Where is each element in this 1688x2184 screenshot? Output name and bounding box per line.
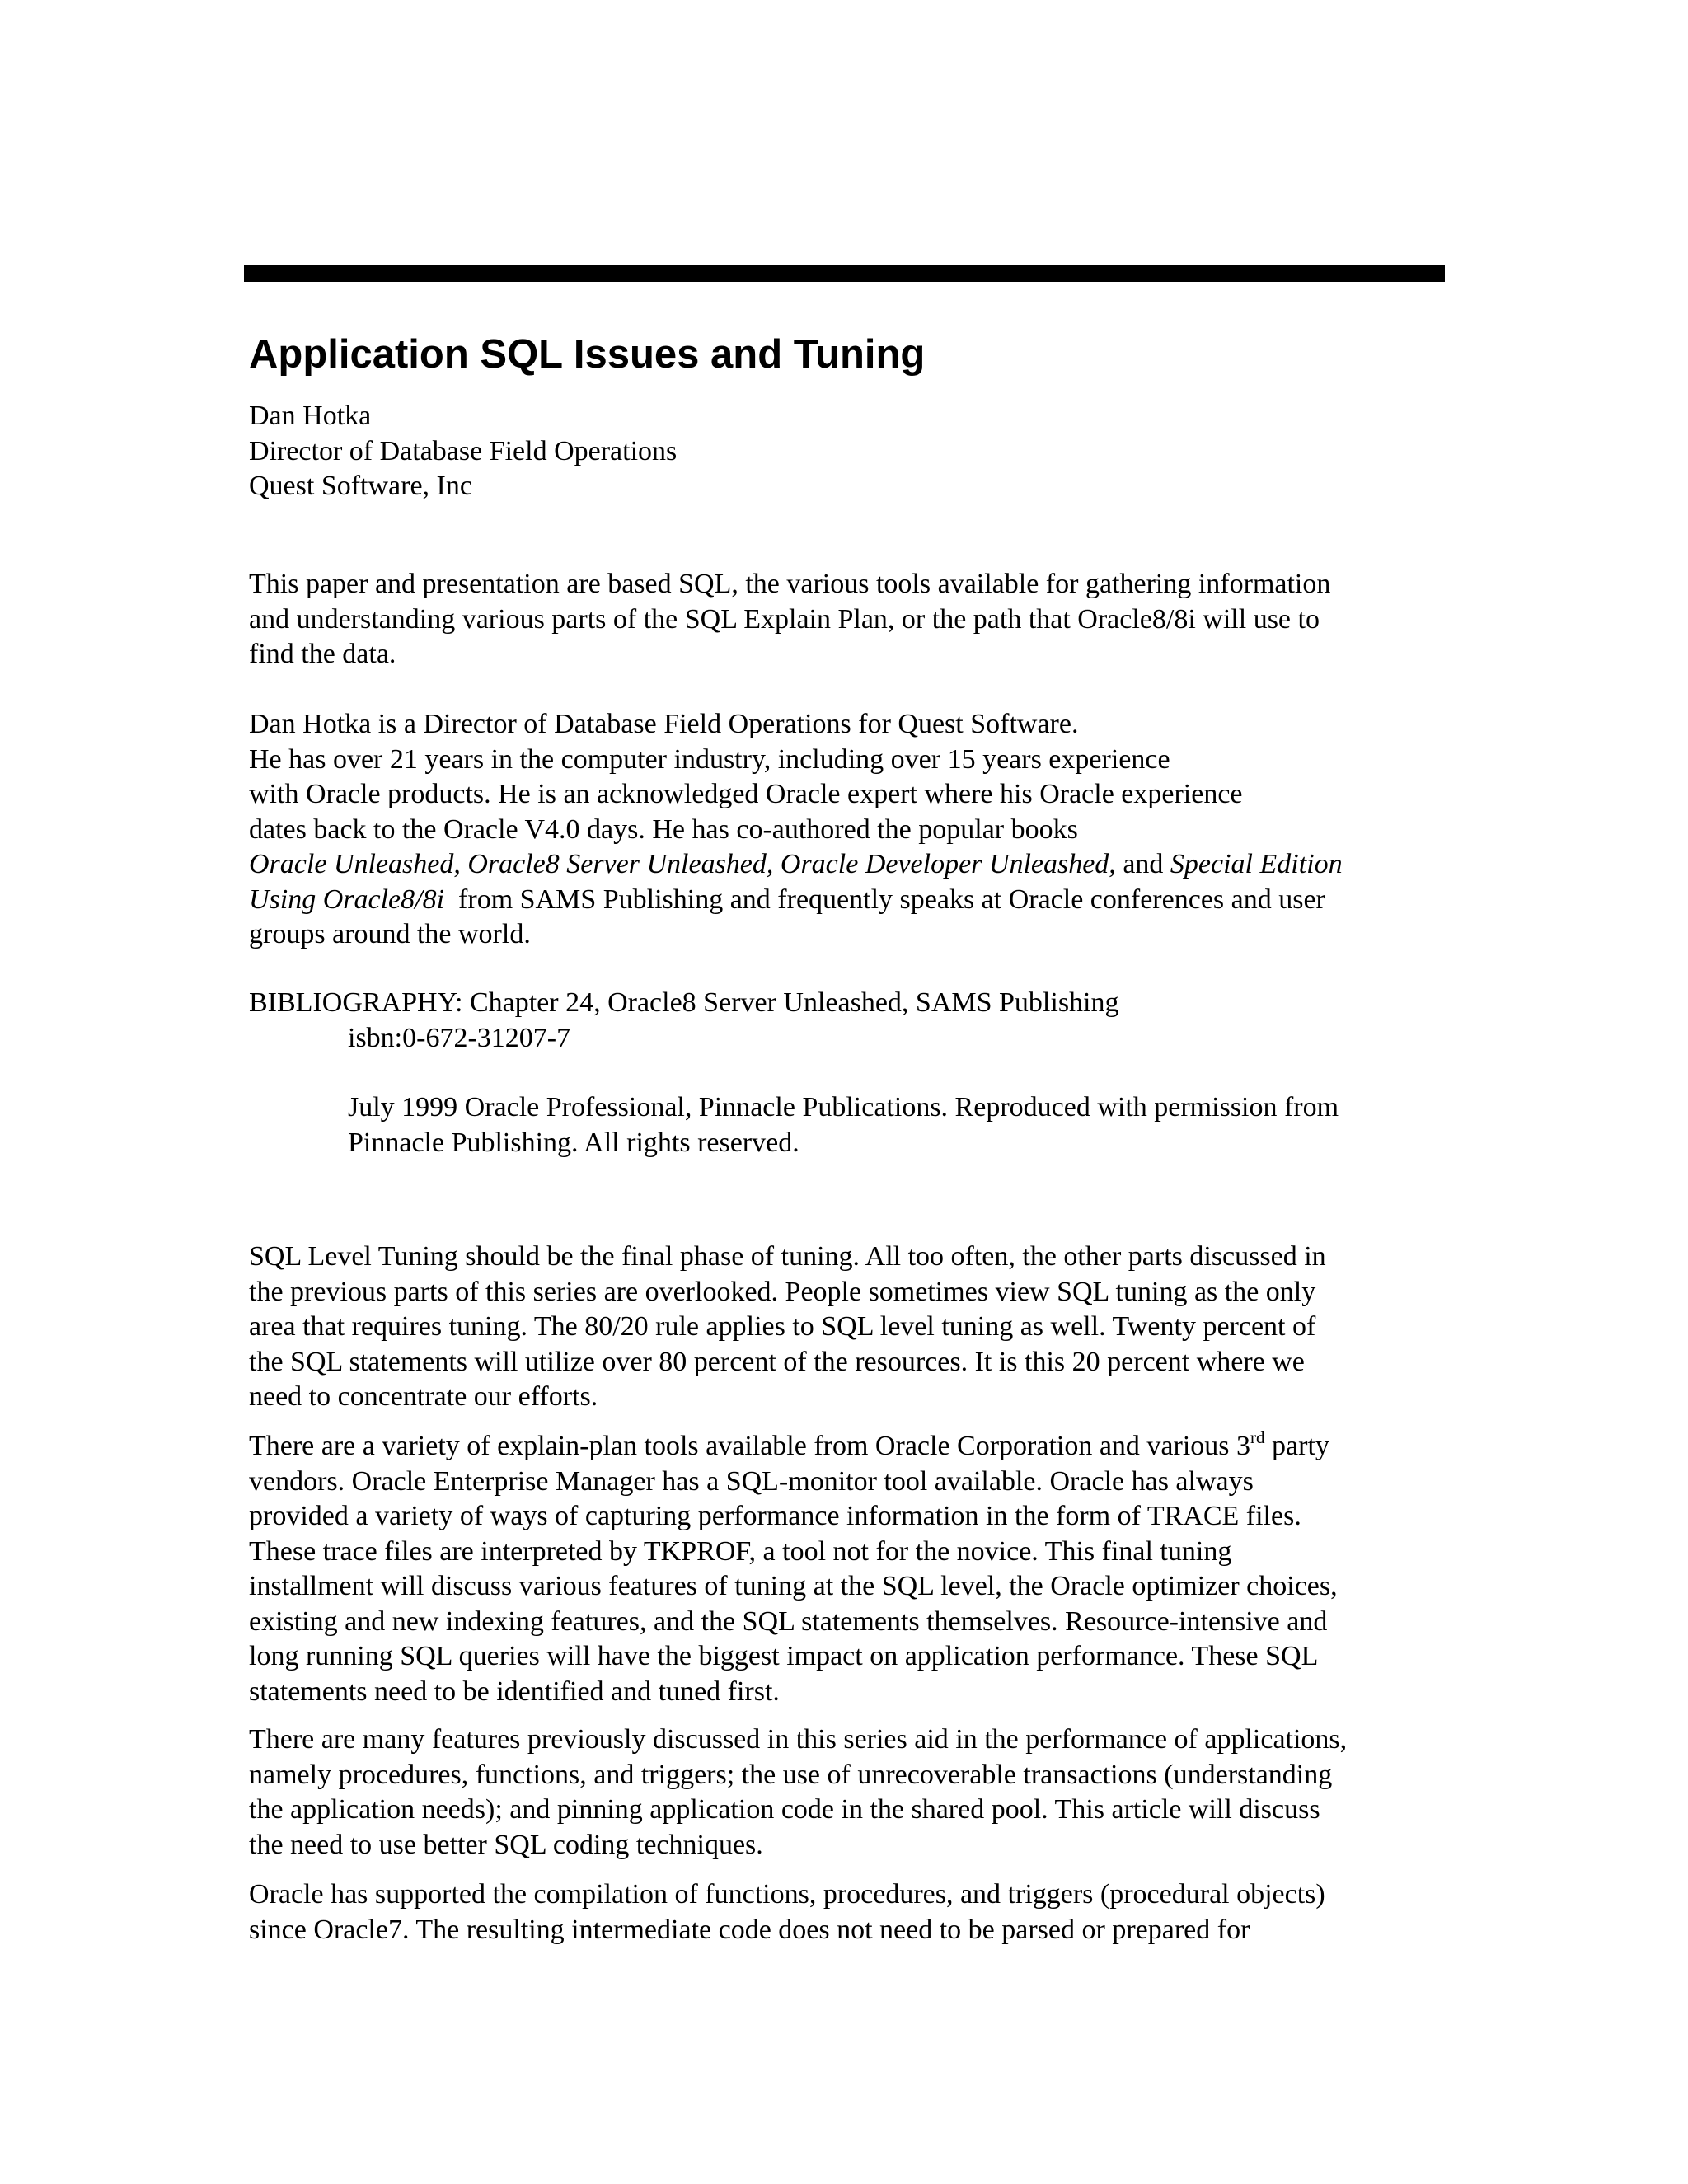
paragraph-text: party — [1264, 1431, 1329, 1461]
paragraph-line: since Oracle7. The resulting intermediate code does not need to be parsed or prepared for — [249, 1914, 1250, 1945]
paragraph-line: the application needs); and pinning application code in the shared pool. This article will discuss — [249, 1794, 1320, 1825]
abstract-line: find the data. — [249, 639, 396, 669]
body-paragraph-2 — [249, 1429, 1338, 1709]
body-paragraph-1 — [249, 1240, 1326, 1415]
bio-and: and — [1115, 849, 1170, 879]
author-company: Quest Software, Inc — [249, 471, 472, 501]
bio-line: Dan Hotka is a Director of Database Field Operations for Quest Software. — [249, 709, 1079, 739]
permission-line: Pinnacle Publishing. All rights reserved. — [348, 1127, 799, 1158]
paragraph-line: namely procedures, functions, and triggers; the use of unrecoverable transactions (understanding — [249, 1759, 1333, 1790]
paragraph-line: installment will discuss various features of tuning at the SQL level, the Oracle optimizer choices, — [249, 1571, 1338, 1601]
page-title: Application SQL Issues and Tuning — [249, 332, 926, 377]
paragraph-line: the SQL statements will utilize over 80 percent of the resources. It is this 20 percent where we — [249, 1346, 1305, 1377]
paragraph-line: area that requires tuning. The 80/20 rule applies to SQL level tuning as well. Twenty percent of — [249, 1311, 1316, 1342]
paragraph-line: the previous parts of this series are overlooked. People sometimes view SQL tuning as the only — [249, 1276, 1316, 1307]
bio-paragraph — [249, 707, 1343, 953]
bio-books-line — [249, 847, 1343, 883]
author-block — [249, 399, 677, 504]
bio-line: with Oracle products. He is an acknowledged Oracle expert where his Oracle experience — [249, 779, 1243, 809]
bio-using-line — [249, 883, 1343, 918]
book-title-special-edition: Special Edition — [1170, 849, 1343, 879]
permission-line: July 1999 Oracle Professional, Pinnacle Publications. Reproduced with permission from — [348, 1092, 1339, 1122]
bibliography — [249, 986, 1119, 1056]
author-position: Director of Database Field Operations — [249, 435, 678, 466]
abstract-line: and understanding various parts of the SQL Explain Plan, or the path that Oracle8/8i will use to — [249, 603, 1320, 635]
paragraph-line: long running SQL queries will have the biggest impact on application performance. These SQL — [249, 1641, 1319, 1671]
body-paragraph-3 — [249, 1722, 1347, 1863]
body-paragraph-4 — [249, 1877, 1325, 1947]
bio-publisher-text: from SAMS Publishing and frequently speaks at Oracle conferences and user — [444, 883, 1325, 915]
paragraph-line: Oracle has supported the compilation of functions, procedures, and triggers (procedural objects) — [249, 1879, 1325, 1910]
bio-line: dates back to the Oracle V4.0 days. He has co-authored the popular books — [249, 813, 1078, 845]
bio-line: groups around the world. — [249, 919, 531, 949]
author-name: Dan Hotka — [249, 401, 372, 431]
paragraph-line: These trace files are interpreted by TKPROF, a tool not for the novice. This final tuning — [249, 1535, 1232, 1567]
paragraph-line: existing and new indexing features, and the SQL statements themselves. Resource-intensive and — [249, 1605, 1328, 1637]
bibliography-heading: BIBLIOGRAPHY: Chapter 24, Oracle8 Server Unleashed, SAMS Publishing — [249, 987, 1119, 1018]
ordinal-suffix: rd — [1250, 1427, 1265, 1447]
paragraph-line: provided a variety of ways of capturing performance information in the form of TRACE files. — [249, 1501, 1301, 1531]
book-titles: Oracle Unleashed, Oracle8 Server Unleashed, Oracle Developer Unleashed, — [249, 849, 1116, 879]
abstract-line: This paper and presentation are based SQL, the various tools available for gathering information — [249, 569, 1331, 599]
book-title-using: Using Oracle8/8i — [249, 883, 445, 915]
paragraph-line: the need to use better SQL coding techniques. — [249, 1829, 763, 1860]
header-rule — [244, 265, 1445, 282]
paragraph-line: statements need to be identified and tuned first. — [249, 1675, 780, 1707]
paragraph-text: There are a variety of explain-plan tools available from Oracle Corporation and various 3 — [249, 1431, 1251, 1461]
abstract-paragraph — [249, 567, 1330, 673]
bio-line: He has over 21 years in the computer industry, including over 15 years experience — [249, 743, 1170, 775]
paragraph-line: There are many features previously discussed in this series aid in the performance of applications, — [249, 1724, 1348, 1755]
paragraph-line: SQL Level Tuning should be the final phase of tuning. All too often, the other parts discussed in — [249, 1241, 1326, 1272]
paragraph-line — [249, 1429, 1338, 1465]
bibliography-permission — [249, 1090, 1339, 1160]
bibliography-isbn: isbn:0-672-31207-7 — [348, 1022, 571, 1053]
paragraph-line: vendors. Oracle Enterprise Manager has a SQL-monitor tool available. Oracle has always — [249, 1465, 1254, 1497]
paragraph-line: need to concentrate our efforts. — [249, 1381, 598, 1412]
